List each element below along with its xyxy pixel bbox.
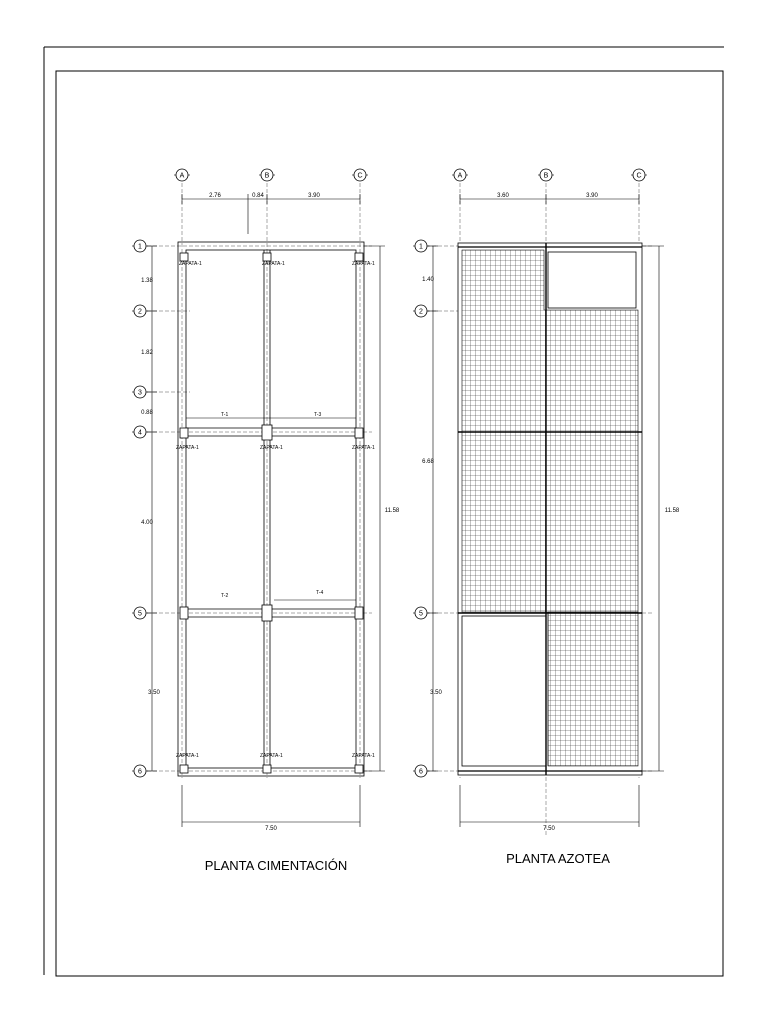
beam-label-t1: T-1	[221, 412, 229, 418]
dim-top-2: 0.84	[252, 193, 264, 199]
beam-label-t4: T-4	[316, 590, 324, 596]
dim-top-3: 3.90	[308, 193, 320, 199]
dim-top-1: 2.76	[209, 193, 221, 199]
svg-text:6: 6	[138, 768, 142, 776]
plan-azotea	[413, 169, 680, 866]
dim-right: 11.58	[384, 508, 400, 514]
svg-text:C: C	[636, 172, 642, 180]
svg-text:A: A	[179, 172, 185, 180]
axis-bubble-col	[174, 169, 190, 181]
footing-label: ZAPATA-1	[179, 261, 202, 267]
axis-bubble-row	[413, 305, 429, 317]
cim-axis-lines	[147, 183, 372, 778]
axis-bubble-row	[132, 765, 148, 777]
axis-bubble-row	[132, 426, 148, 438]
axis-bubble-col	[259, 169, 275, 181]
axis-bubble-col	[631, 169, 647, 181]
axis-bubble-row	[132, 607, 148, 619]
beam-label-t3: T-3	[314, 412, 322, 418]
roof-slab-hatch-lower	[548, 612, 638, 766]
dim-left-4: 4.00	[141, 520, 153, 526]
azo-title: PLANTA AZOTEA	[506, 851, 610, 866]
azo-roof-outline	[458, 243, 642, 775]
cim-dimension-lines	[147, 194, 385, 827]
svg-text:C: C	[357, 172, 363, 180]
axis-bubble-col	[352, 169, 368, 181]
svg-text:6: 6	[419, 768, 423, 776]
svg-text:1: 1	[138, 243, 142, 251]
cim-dimension-texts	[141, 193, 400, 832]
axis-bubble-row	[413, 607, 429, 619]
svg-text:B: B	[543, 172, 549, 180]
cim-title: PLANTA CIMENTACIÓN	[204, 858, 348, 873]
axis-bubble-col	[538, 169, 554, 181]
footing-label: ZAPATA-1	[260, 753, 283, 759]
svg-text:1: 1	[419, 243, 423, 251]
cim-column-bubbles	[174, 169, 368, 181]
footing-label: ZAPATA-1	[260, 445, 283, 451]
svg-text:A: A	[457, 172, 463, 180]
dim-bottom: 7.50	[543, 826, 555, 832]
dim-left-3: 0.88	[141, 410, 153, 416]
azo-column-bubbles	[452, 169, 647, 181]
beam-label-t2: T-2	[221, 593, 229, 599]
footing-label: ZAPATA-1	[176, 445, 199, 451]
footing-label: ZAPATA-1	[262, 261, 285, 267]
cim-foundation-walls	[178, 242, 364, 776]
dim-right: 11.58	[664, 508, 680, 514]
svg-text:2: 2	[419, 308, 423, 316]
svg-text:B: B	[264, 172, 270, 180]
svg-text:4: 4	[138, 429, 142, 437]
dim-left-2: 1.82	[141, 350, 153, 356]
footing-label: ZAPATA-1	[352, 261, 375, 267]
svg-text:5: 5	[419, 610, 423, 618]
footing-label: ZAPATA-1	[352, 753, 375, 759]
dim-top-1: 3.60	[497, 193, 509, 199]
dim-bottom: 7.50	[265, 826, 277, 832]
axis-bubble-row	[413, 765, 429, 777]
axis-bubble-row	[413, 240, 429, 252]
dim-left-3: 3.50	[430, 690, 442, 696]
footing-label: ZAPATA-1	[176, 753, 199, 759]
cim-row-bubbles	[132, 240, 148, 777]
dim-left-1: 1.38	[141, 278, 153, 284]
dim-left-5: 3.50	[148, 690, 160, 696]
plan-cimentacion	[132, 169, 400, 873]
axis-bubble-row	[132, 386, 148, 398]
axis-bubble-row	[132, 240, 148, 252]
svg-text:3: 3	[138, 389, 142, 397]
svg-text:2: 2	[138, 308, 142, 316]
azo-row-bubbles	[413, 240, 429, 777]
axis-bubble-row	[132, 305, 148, 317]
cim-footings	[180, 253, 363, 773]
svg-text:5: 5	[138, 610, 142, 618]
dim-top-2: 3.90	[586, 193, 598, 199]
footing-label: ZAPATA-1	[352, 445, 375, 451]
cim-footing-labels	[176, 261, 375, 759]
axis-bubble-col	[452, 169, 468, 181]
dim-left-1: 1.40	[422, 277, 434, 283]
dim-left-2: 6.68	[422, 459, 434, 465]
